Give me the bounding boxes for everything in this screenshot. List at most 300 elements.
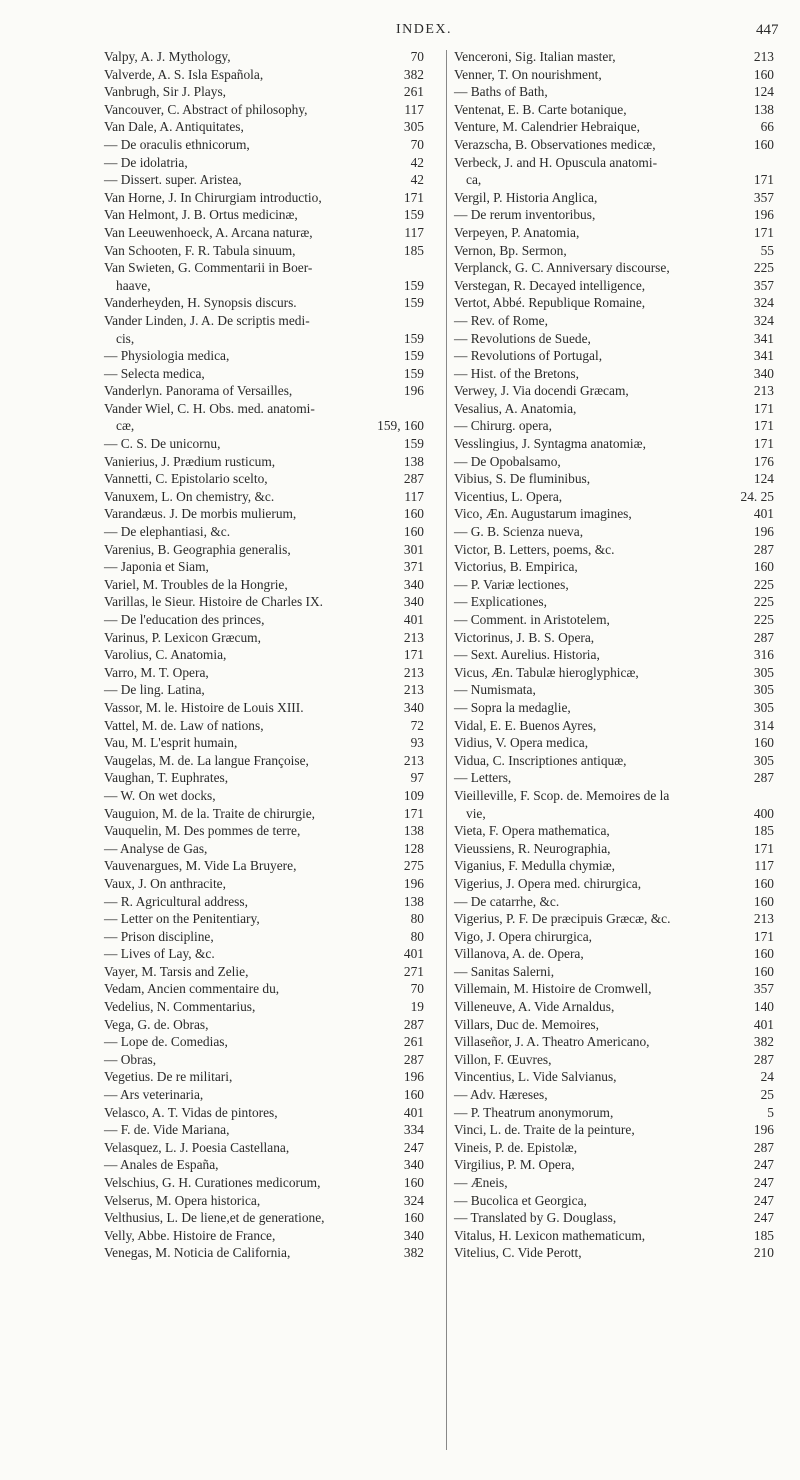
entry-page-ref: 340: [753, 365, 774, 381]
entry-text: — Letter on the Penitentiary,: [104, 911, 260, 927]
entry-page-ref: 140: [753, 999, 774, 1015]
entry-page-ref: 314: [753, 717, 774, 733]
index-entry: [104, 1086, 424, 1104]
entry-text: — Prison discipline,: [104, 928, 214, 944]
entry-text: — Japonia et Siam,: [104, 559, 209, 575]
entry-page-ref: 247: [753, 1192, 774, 1208]
entry-continuation: cæ,: [116, 418, 135, 434]
index-entry: [104, 576, 424, 594]
entry-text: Villars, Duc de. Memoires,: [454, 1016, 599, 1032]
entry-text: Vander Wiel, C. H. Obs. med. anatomi-: [104, 400, 315, 416]
entry-text: Vayer, M. Tarsis and Zelie,: [104, 963, 249, 979]
index-entry: [104, 400, 424, 435]
index-entry: [104, 1244, 424, 1262]
index-entry: [454, 558, 774, 576]
entry-page-ref: 5: [767, 1104, 774, 1120]
index-entry: [104, 646, 424, 664]
entry-text: Velschius, G. H. Curationes medicorum,: [104, 1175, 321, 1190]
entry-page-ref: 160: [753, 136, 774, 152]
entry-text: — Adv. Hæreses,: [454, 1087, 548, 1103]
index-entry: [454, 928, 774, 946]
index-entry: [104, 312, 424, 347]
index-entry: [454, 365, 774, 383]
index-entry: [454, 857, 774, 875]
entry-page-ref: 382: [403, 66, 424, 82]
entry-text: Vinci, L. de. Traite de la peinture,: [454, 1122, 635, 1138]
entry-text: Verpeyen, P. Anatomia,: [454, 224, 580, 240]
index-entry: [104, 136, 424, 154]
index-entry: [104, 963, 424, 981]
index-entry: [454, 963, 774, 981]
index-entry: [454, 787, 774, 822]
page-number: 447: [756, 22, 779, 38]
entry-page-ref: 70: [410, 49, 424, 64]
index-entry: [104, 1192, 424, 1210]
entry-page-ref: 117: [404, 224, 424, 240]
index-entry: [104, 822, 424, 840]
entry-text: — R. Agricultural address,: [104, 893, 248, 909]
entry-text: — Lives of Lay, &c.: [104, 946, 215, 962]
entry-page-ref: 42: [410, 172, 424, 188]
entry-text: Vassor, M. le. Histoire de Louis XIII.: [104, 699, 304, 715]
index-entry: [104, 893, 424, 911]
entry-page-ref: 305: [753, 664, 774, 680]
index-entry: [104, 1016, 424, 1034]
index-entry: [104, 66, 424, 84]
entry-text: Vesalius, A. Anatomia,: [454, 400, 577, 416]
entry-page-ref: 171: [403, 189, 424, 205]
index-entry: [454, 242, 774, 260]
index-entry: [454, 83, 774, 101]
index-entry: [454, 576, 774, 594]
entry-text: Velthusius, L. De liene,et de generatione,: [104, 1210, 325, 1226]
index-entry: [104, 1033, 424, 1051]
index-entry: [454, 1227, 774, 1245]
entry-page-ref: 160: [403, 1175, 424, 1190]
index-entry: [454, 1033, 774, 1051]
entry-page-ref: 70: [410, 981, 424, 997]
index-entry: [104, 382, 424, 400]
index-entry: [104, 611, 424, 629]
entry-page-ref: 196: [753, 207, 774, 223]
index-entry: [454, 664, 774, 682]
entry-page-ref: 316: [753, 647, 774, 663]
entry-text: Van Leeuwenhoeck, A. Arcana naturæ,: [104, 224, 313, 240]
entry-continuation: haave,: [116, 277, 151, 293]
entry-page-ref: 97: [410, 770, 424, 786]
entry-text: — Analyse de Gas,: [104, 840, 208, 856]
index-entry: [104, 875, 424, 893]
entry-text: — G. B. Scienza nueva,: [454, 524, 584, 540]
index-entry: [454, 541, 774, 559]
index-entry: [104, 717, 424, 735]
index-entry: [454, 1192, 774, 1210]
entry-page-ref: 160: [753, 559, 774, 575]
entry-text: Verwey, J. Via docendi Græcam,: [454, 383, 629, 399]
entry-text: — De catarrhe, &c.: [454, 893, 560, 909]
entry-text: — Baths of Bath,: [454, 84, 548, 100]
page-title: INDEX.: [396, 22, 453, 37]
entry-text: Vidal, E. E. Buenos Ayres,: [454, 717, 597, 733]
entry-text: — De idolatria,: [104, 154, 188, 170]
entry-text: — De Opobalsamo,: [454, 453, 561, 469]
entry-text: Victor, B. Letters, poems, &c.: [454, 541, 615, 557]
entry-page-ref: 128: [403, 840, 424, 856]
entry-page-ref: 287: [403, 1051, 424, 1067]
entry-text: — De elephantiasi, &c.: [104, 524, 231, 540]
entry-page-ref: 287: [753, 770, 774, 786]
entry-page-ref: 159: [403, 436, 424, 452]
entry-page-ref: 261: [403, 1034, 424, 1050]
entry-page-ref: 171: [753, 928, 774, 944]
entry-page-ref: 80: [410, 911, 424, 927]
entry-text: Vanierius, J. Prædium rusticum,: [104, 453, 276, 469]
entry-page-ref: 196: [753, 524, 774, 540]
entry-text: — Chirurg. opera,: [454, 418, 552, 434]
index-entry: [454, 224, 774, 242]
entry-page-ref: 341: [753, 348, 774, 364]
index-entry: [454, 840, 774, 858]
entry-text: — Dissert. super. Aristea,: [104, 172, 242, 188]
entry-page-ref: 340: [403, 699, 424, 715]
entry-text: Virgilius, P. M. Opera,: [454, 1157, 575, 1173]
entry-text: Vico, Æn. Augustarum imagines,: [454, 506, 632, 522]
entry-page-ref: 117: [404, 488, 424, 504]
entry-text: Vidius, V. Opera medica,: [454, 735, 589, 751]
entry-page-ref: 382: [403, 1245, 424, 1261]
entry-page-ref: 196: [403, 383, 424, 399]
entry-page-ref: 185: [753, 823, 774, 839]
entry-page-ref: 19: [410, 999, 424, 1015]
index-entry: [454, 752, 774, 770]
entry-page-ref: 160: [403, 1087, 424, 1103]
entry-page-ref: 301: [403, 541, 424, 557]
entry-page-ref: 196: [753, 1122, 774, 1138]
entry-text: Vanderlyn. Panorama of Versailles,: [104, 383, 293, 399]
index-entry: [454, 118, 774, 136]
entry-text: Villaseñor, J. A. Theatro Americano,: [454, 1034, 650, 1050]
entry-page-ref: 138: [403, 823, 424, 839]
entry-text: Vigerius, J. Opera med. chirurgica,: [454, 875, 642, 891]
entry-page-ref: 196: [403, 1069, 424, 1085]
entry-text: — C. S. De unicornu,: [104, 436, 221, 452]
entry-text: — F. de. Vide Mariana,: [104, 1122, 230, 1138]
entry-continuation: ca,: [466, 172, 482, 188]
index-entry: [104, 171, 424, 189]
entry-page-ref: 72: [410, 717, 424, 733]
index-entry: [104, 347, 424, 365]
entry-text: Vaux, J. On anthracite,: [104, 875, 226, 891]
index-entry: [454, 1156, 774, 1174]
entry-page-ref: 109: [403, 787, 424, 803]
entry-text: Venceroni, Sig. Italian master,: [454, 49, 616, 64]
entry-text: — De oraculis ethnicorum,: [104, 136, 250, 152]
entry-page-ref: 70: [410, 136, 424, 152]
index-entry: [104, 1068, 424, 1086]
entry-page-ref: 287: [403, 471, 424, 487]
index-entry: [454, 646, 774, 664]
entry-text: Vedam, Ancien commentaire du,: [104, 981, 280, 997]
entry-page-ref: 213: [753, 911, 774, 927]
entry-text: Vicus, Æn. Tabulæ hieroglyphicæ,: [454, 664, 639, 680]
entry-text: — Hist. of the Bretons,: [454, 365, 579, 381]
entry-text: Van Helmont, J. B. Ortus medicinæ,: [104, 207, 298, 223]
entry-page-ref: 138: [753, 101, 774, 117]
entry-text: Velly, Abbe. Histoire de France,: [104, 1227, 276, 1243]
entry-page-ref: 159: [403, 277, 424, 293]
entry-text: Vitelius, C. Vide Perott,: [454, 1245, 582, 1261]
entry-text: — Translated by G. Douglass,: [454, 1210, 617, 1226]
index-entry: [454, 1139, 774, 1157]
entry-page-ref: 357: [753, 189, 774, 205]
index-entry: [104, 910, 424, 928]
entry-page-ref: 324: [403, 1192, 424, 1208]
index-entry: [104, 734, 424, 752]
entry-page-ref: 305: [403, 119, 424, 135]
entry-page-ref: 171: [753, 436, 774, 452]
index-entry: [104, 980, 424, 998]
entry-page-ref: 401: [403, 612, 424, 627]
index-entry: [104, 83, 424, 101]
index-entry: [454, 1068, 774, 1086]
entry-text: Velasco, A. T. Vidas de pintores,: [104, 1104, 278, 1120]
index-entry: [104, 488, 424, 506]
entry-page-ref: 305: [753, 682, 774, 698]
entry-page-ref: 225: [753, 260, 774, 276]
index-entry: [454, 277, 774, 295]
entry-text: Vieta, F. Opera mathematica,: [454, 823, 610, 839]
entry-text: — Sanitas Salerni,: [454, 963, 555, 979]
entry-text: Vauquelin, M. Des pommes de terre,: [104, 823, 301, 839]
index-entry: [454, 1121, 774, 1139]
index-entry: [104, 1174, 424, 1192]
index-entry: [454, 330, 774, 348]
index-entry: [454, 312, 774, 330]
entry-text: Verazscha, B. Observationes medicæ,: [454, 136, 656, 152]
entry-text: — De rerum inventoribus,: [454, 207, 596, 223]
entry-page-ref: 159: [403, 348, 424, 364]
entry-page-ref: 160: [753, 66, 774, 82]
entry-page-ref: 340: [403, 1227, 424, 1243]
entry-text: — Revolutions of Portugal,: [454, 348, 603, 364]
index-entry: [104, 998, 424, 1016]
index-entry: [454, 505, 774, 523]
index-entry: [454, 488, 774, 506]
entry-text: Villanova, A. de. Opera,: [454, 946, 584, 962]
entry-text: — Revolutions de Suede,: [454, 330, 591, 346]
index-entry: [104, 259, 424, 294]
entry-page-ref: 25: [760, 1087, 774, 1103]
entry-page-ref: 213: [403, 682, 424, 698]
entry-text: Varolius, C. Anatomia,: [104, 647, 227, 663]
entry-text: Vibius, S. De fluminibus,: [454, 471, 591, 487]
entry-text: Viganius, F. Medulla chymiæ,: [454, 858, 616, 874]
entry-page-ref: 305: [753, 699, 774, 715]
entry-page-ref: 287: [753, 629, 774, 645]
index-entry: [104, 1104, 424, 1122]
entry-page-ref: 357: [753, 981, 774, 997]
entry-text: — Rev. of Rome,: [454, 312, 548, 328]
entry-text: Venture, M. Calendrier Hebraique,: [454, 119, 640, 135]
index-entry: [104, 101, 424, 119]
entry-page-ref: 341: [753, 330, 774, 346]
entry-text: Vaugelas, M. de. La langue Françoise,: [104, 752, 309, 768]
index-entry: [104, 805, 424, 823]
entry-page-ref: 247: [753, 1175, 774, 1190]
entry-page-ref: 357: [753, 277, 774, 293]
entry-text: Velasquez, L. J. Poesia Castellana,: [104, 1139, 290, 1155]
entry-text: — Bucolica et Georgica,: [454, 1192, 587, 1208]
entry-text: Vesslingius, J. Syntagma anatomiæ,: [454, 436, 646, 452]
index-entry: [104, 1051, 424, 1069]
entry-text: — De l'education des princes,: [104, 612, 265, 627]
entry-page-ref: 261: [403, 84, 424, 100]
entry-text: Vincentius, L. Vide Salvianus,: [454, 1069, 617, 1085]
index-entry: [104, 769, 424, 787]
entry-page-ref: 160: [753, 875, 774, 891]
entry-page-ref: 371: [403, 559, 424, 575]
entry-text: Vitalus, H. Lexicon mathematicum,: [454, 1227, 646, 1243]
index-entry: [104, 48, 424, 66]
entry-page-ref: 340: [403, 594, 424, 610]
entry-text: Villeneuve, A. Vide Arnaldus,: [454, 999, 615, 1015]
index-entry: [104, 593, 424, 611]
index-entry: [104, 435, 424, 453]
entry-page-ref: 171: [753, 400, 774, 416]
entry-text: Victorius, B. Empirica,: [454, 559, 578, 575]
entry-page-ref: 324: [753, 295, 774, 311]
entry-page-ref: 171: [403, 647, 424, 663]
entry-text: Vernon, Bp. Sermon,: [454, 242, 567, 258]
entry-text: Varillas, le Sieur. Histoire de Charles IX.: [104, 594, 324, 610]
entry-page-ref: 24: [760, 1069, 774, 1085]
entry-text: Vattel, M. de. Law of nations,: [104, 717, 264, 733]
column-divider: [446, 50, 447, 1450]
entry-text: Vigerius, P. F. De præcipuis Græcæ, &c.: [454, 911, 671, 927]
entry-page-ref: 401: [403, 1104, 424, 1120]
entry-text: — Explicationes,: [454, 594, 547, 610]
index-entry: [454, 998, 774, 1016]
entry-continuation: vie,: [466, 805, 486, 821]
entry-page-ref: 117: [754, 858, 774, 874]
index-entry: [454, 681, 774, 699]
entry-continuation: cis,: [116, 330, 135, 346]
index-entry: [454, 66, 774, 84]
index-entry: [104, 1209, 424, 1227]
entry-page-ref: 159: [403, 295, 424, 311]
entry-page-ref: 160: [403, 1210, 424, 1226]
entry-text: — Letters,: [454, 770, 512, 786]
entry-page-ref: 213: [403, 629, 424, 645]
entry-page-ref: 171: [753, 418, 774, 434]
index-entry: [454, 1209, 774, 1227]
index-entry: [454, 101, 774, 119]
entry-text: Van Schooten, F. R. Tabula sinuum,: [104, 242, 296, 258]
entry-text: Van Horne, J. In Chirurgiam introductio,: [104, 189, 322, 205]
index-entry: [104, 242, 424, 260]
entry-text: — Æneis,: [454, 1175, 508, 1190]
index-entry: [454, 910, 774, 928]
index-entry: [104, 787, 424, 805]
entry-page-ref: 287: [753, 541, 774, 557]
index-entry: [454, 1174, 774, 1192]
entry-page-ref: 401: [753, 1016, 774, 1032]
entry-page-ref: 324: [753, 312, 774, 328]
entry-page-ref: 93: [410, 735, 424, 751]
index-entry: [454, 470, 774, 488]
entry-text: Vieilleville, F. Scop. de. Memoires de la: [454, 787, 670, 803]
entry-page-ref: 213: [753, 383, 774, 399]
left-column: [104, 48, 424, 1262]
entry-text: Verplanck, G. C. Anniversary discourse,: [454, 260, 670, 276]
index-entry: [454, 259, 774, 277]
running-head: [0, 22, 800, 42]
entry-page-ref: 382: [753, 1034, 774, 1050]
entry-text: Varandæus. J. De morbis mulierum,: [104, 506, 297, 522]
entry-page-ref: 42: [410, 154, 424, 170]
index-entry: [104, 629, 424, 647]
index-entry: [104, 945, 424, 963]
entry-page-ref: 138: [403, 453, 424, 469]
entry-page-ref: 340: [403, 576, 424, 592]
index-entry: [104, 541, 424, 559]
index-entry: [454, 1086, 774, 1104]
entry-page-ref: 160: [753, 946, 774, 962]
index-entry: [454, 611, 774, 629]
index-entry: [104, 154, 424, 172]
entry-text: Vanbrugh, Sir J. Plays,: [104, 84, 227, 100]
entry-page-ref: 247: [403, 1139, 424, 1155]
entry-page-ref: 117: [404, 101, 424, 117]
entry-text: Vannetti, C. Epistolario scelto,: [104, 471, 268, 487]
index-entry: [104, 523, 424, 541]
entry-text: Varinus, P. Lexicon Græcum,: [104, 629, 261, 645]
entry-page-ref: 138: [403, 893, 424, 909]
index-entry: [104, 118, 424, 136]
entry-page-ref: 171: [753, 224, 774, 240]
entry-page-ref: 159: [403, 330, 424, 346]
index-entry: [104, 840, 424, 858]
index-entry: [104, 294, 424, 312]
entry-text: Vander Linden, J. A. De scriptis medi-: [104, 312, 310, 328]
index-entry: [454, 980, 774, 998]
entry-text: Varro, M. T. Opera,: [104, 664, 209, 680]
entry-text: — W. On wet docks,: [104, 787, 216, 803]
entry-text: Vancouver, C. Abstract of philosophy,: [104, 101, 308, 117]
index-entry: [104, 857, 424, 875]
entry-text: Villemain, M. Histoire de Cromwell,: [454, 981, 652, 997]
index-entry: [104, 224, 424, 242]
entry-text: Vegetius. De re militari,: [104, 1069, 233, 1085]
index-entry: [104, 453, 424, 471]
index-entry: [454, 875, 774, 893]
index-entry: [454, 154, 774, 189]
entry-page-ref: 247: [753, 1157, 774, 1173]
index-entry: [104, 928, 424, 946]
entry-text: — Anales de España,: [104, 1157, 219, 1173]
entry-text: Valverde, A. S. Isla Española,: [104, 66, 264, 82]
index-entry: [454, 189, 774, 207]
entry-page-ref: 124: [753, 84, 774, 100]
entry-text: Vieussiens, R. Neurographia,: [454, 840, 611, 856]
entry-page-ref: 305: [753, 752, 774, 768]
index-entry: [454, 382, 774, 400]
entry-text: Van Dale, A. Antiquitates,: [104, 119, 244, 135]
entry-text: — Selecta medica,: [104, 365, 205, 381]
entry-text: Vertot, Abbé. Republique Romaine,: [454, 295, 646, 311]
entry-text: Valpy, A. J. Mythology,: [104, 49, 231, 64]
index-entry: [454, 1244, 774, 1262]
